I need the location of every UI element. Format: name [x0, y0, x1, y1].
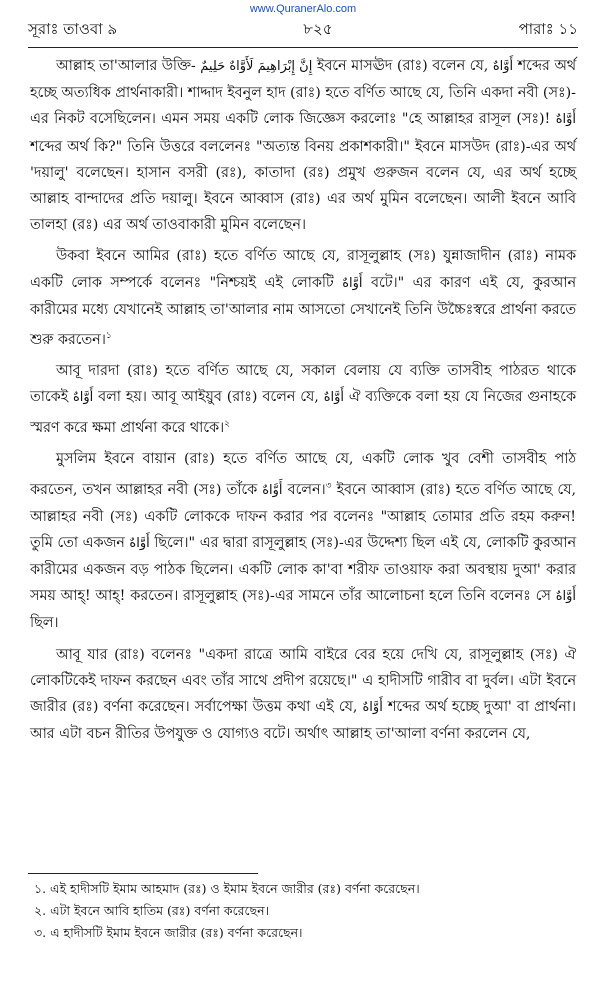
page-header: [28, 16, 578, 44]
footnote-ref[interactable]: ৩: [325, 480, 332, 491]
surah-label: সূরাঃ তাওবা ৯: [28, 19, 118, 38]
text-run: আবূ যার (রাঃ) বলেনঃ "একদা রাত্রে আমি বাইরে বের হয়ে দেখি যে, রাসূলুল্লাহ (সঃ) ঐ লোকটিকেই দাফন করছেন এবং তাঁর সাথে প্রদীপ রয়েছে।" এ হাদীসটি গারীব বা দুর্বল। এটা ইবনে জারীর (রঃ) বর্ণনা করেছেন। সর্বাপেক্ষা উত্তম কথা এই যে,: [30, 646, 576, 715]
arabic-term: أَوَّاهٌ: [323, 390, 344, 406]
text-run: আবূ দারদা (রাঃ) হতে বর্ণিত আছে যে, সকাল বেলায় যে ব্যক্তি তাসবীহ পাঠরত থাকে তাকেই: [30, 363, 576, 406]
text-run: বটে।" এর কারণ এই যে, কুরআন কারীমের মধ্যে যেখানেই আল্লাহ তা'আলার নাম আসতো সেখানেই তিনি উচ্চৈঃস্বরে প্রার্থনা করতে শুরু করতেন।: [30, 274, 576, 348]
paragraph: [30, 446, 576, 636]
footnote-2: ২. এটা ইবনে আবি হাতিম (রঃ) বর্ণনা করেছেন।: [34, 903, 270, 918]
arabic-term: إِنَّ إِبْرَاهِيمَ لَأَوَّاهٌ حَلِيمٌ: [200, 59, 313, 74]
paragraph: [30, 53, 576, 238]
header-rule: [28, 47, 578, 48]
text-run: উকবা ইবনে আমির (রাঃ) হতে বর্ণিত আছে যে, রাসূলুল্লাহ (সঃ) যুন্নাজাদীন (রাঃ) নামক একটি লোক সম্পর্কে বলেনঃ "নিশ্চয়ই এই লোকটি: [30, 248, 576, 291]
text-run: বলেন।: [282, 481, 326, 498]
arabic-term: أَوَّاهٌ: [555, 112, 576, 128]
paragraph: [30, 243, 576, 353]
arabic-term: أَوَّاهٌ: [72, 390, 94, 406]
arabic-term: أَوَّاهٌ: [262, 482, 283, 498]
text-run: ছিলে।" এর দ্বারা রাসূলুল্লাহ (সঃ)-এর উদ্দেশ্য ছিল এই যে, লোকটি কুরআন কারীমের একজন বড় পাঠক ছিলেন। একটি লোক কা'বা শরীফ তাওয়াফ করা অবস্থায় দুআ' করার সময় আহ্! আহ্! করতেন। রাসূলুল্লাহ (সঃ)-এর সামনে তাঁর আলোচনা হলে তিনি বলেনঃ সে: [30, 534, 576, 605]
page-number: ৮২৫: [303, 19, 333, 38]
text-run: বলা হয়। আবূ আইয়ুব (রাঃ) বলেন যে,: [93, 389, 324, 406]
footnote-1: ১. এই হাদীসটি ইমাম আহমাদ (রঃ) ও ইমাম ইবনে জারীর (রঃ) বর্ণনা করেছেন।: [34, 881, 420, 896]
site-url[interactable]: www.QuranerAlo.com: [249, 3, 357, 15]
arabic-term: أَوَّاهٌ: [342, 275, 363, 291]
text-run: আল্লাহ তা'আলার উক্তি-: [56, 58, 201, 74]
arabic-term: أَوَّاهٌ: [129, 535, 150, 551]
footnote-rule: [28, 873, 258, 874]
paragraph: [30, 642, 576, 748]
text-run: শব্দের অর্থ কি?" তিনি উত্তরে বললেনঃ "অত্যন্ত বিনয় প্রকাশকারী।" ইবনে মাসউদ (রাঃ)-এর অর্থ 'দয়ালু' বলেছেন। হাসান বসরী (রঃ), কাতাদা (রঃ) প্রমুখ গুরুজন বলেন যে, এর অর্থ হচ্ছে আল্লাহ বান্দাদের প্রতি দয়ালু। ইবনে আব্বাস (রাঃ) এর অর্থ মুমিন বলেছেন। আলী ইবনে আবি তালহা (রঃ) এর অর্থ তাওবাকারী মুমিন বলেছেন।: [30, 138, 576, 234]
para-label: পারাঃ ১১: [518, 19, 578, 38]
footnotes: [34, 878, 574, 944]
text-run: ইবনে আব্বাস (রাঃ) হতে বর্ণিত আছে যে, আল্লাহর নবী (সঃ) একটি লোককে দাফন করার পর বলেনঃ "আল্লাহ তোমার প্রতি রহম করুন! তুমি তো একজন: [30, 481, 577, 551]
text-run: ছিল।: [30, 615, 59, 632]
footnote-ref[interactable]: ২: [224, 419, 230, 430]
text-run: শব্দের অর্থ হচ্ছে অত্যধিক প্রার্থনাকারী। শাদ্দাদ ইবনুল হাদ (রাঃ) হতে বর্ণিত আছে যে, তিনি একদা নবী (সঃ)-এর নিকট বসেছিলেন। এমন সময় একটি লোক জিজ্ঞেস করলোঃ "হে আল্লাহর রাসূল (সঃ)!: [30, 58, 576, 128]
footnote-3: ৩. এ হাদীসটি ইমাম ইবনে জারীর (রঃ) বর্ণনা করেছেন।: [34, 925, 303, 940]
arabic-term: أَوَّاهٌ: [492, 59, 514, 74]
arabic-term: أَوَّاهٌ: [555, 589, 576, 605]
text-run: শব্দের অর্থ হচ্ছে দুআ' বা প্রার্থনা। আর এটা বচন রীতির উপযুক্ত ও যোগ্যও বটে। অর্থাৎ আল্লাহ তা'আলা বর্ণনা করলেন যে,: [30, 698, 576, 743]
arabic-term: أَوَّاهٌ: [362, 699, 383, 715]
text-run: মুসলিম ইবনে বায়ান (রাঃ) হতে বর্ণিত আছে যে, একটি লোক খুব বেশী তাসবীহ পাঠ করতেন, তখন আল্লাহর নবী (সঃ) তাঁকে: [30, 451, 576, 498]
text-run: ইবনে মাসঊদ (রাঃ) বলেন যে,: [312, 58, 493, 74]
text-run: ঐ ব্যক্তিকে বলা হয় যে নিজের গুনাহকে স্মরণ করে ক্ষমা প্রার্থনা করে থাকে।: [30, 389, 576, 437]
main-text: [30, 53, 576, 752]
paragraph: [30, 358, 576, 441]
footnote-ref[interactable]: ১: [105, 331, 112, 342]
